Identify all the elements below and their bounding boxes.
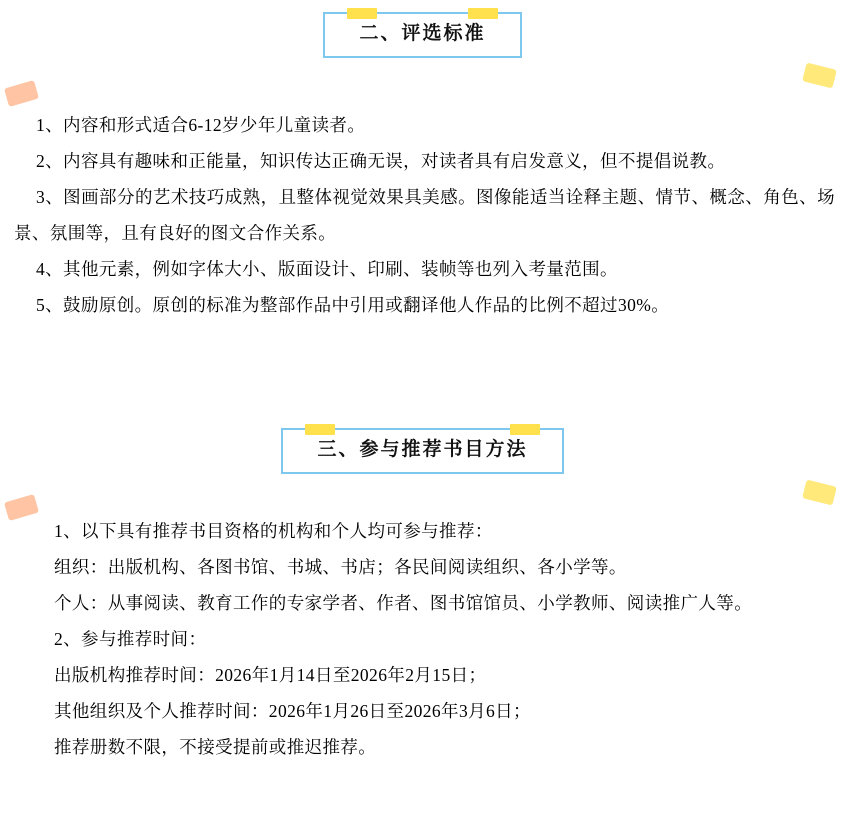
section-heading-two	[323, 12, 521, 58]
paragraph: 出版机构推荐时间：2026年1月14日至2026年2月15日；	[54, 665, 487, 685]
tape-icon-left	[347, 8, 377, 19]
section-heading-three-text: 三、参与推荐书目方法	[317, 439, 528, 460]
paragraph: 5、鼓励原创。原创的标准为整部作品中引用或翻译他人作品的比例不超过30%。	[36, 295, 670, 315]
confetti-peach-icon-1	[4, 80, 39, 107]
confetti-lemon-icon-2	[802, 480, 837, 506]
paragraph: 推荐册数不限，不接受提前或推迟推荐。	[54, 737, 377, 757]
paragraph: 1、内容和形式适合6-12岁少年儿童读者。	[36, 115, 366, 135]
tape-icon-right	[510, 424, 540, 435]
section-three-body	[0, 513, 845, 765]
section-heading-two-wrap	[0, 12, 845, 58]
paragraph: 4、其他元素，例如字体大小、版面设计、印刷、装帧等也列入考量范围。	[36, 259, 618, 279]
paragraph: 2、参与推荐时间：	[54, 629, 207, 649]
paragraph: 个人：从事阅读、教育工作的专家学者、作者、图书馆馆员、小学教师、阅读推广人等。	[54, 593, 753, 613]
section-two-body	[0, 107, 845, 323]
paragraph: 组织：出版机构、各图书馆、书城、书店；各民间阅读组织、各小学等。	[54, 557, 627, 577]
tape-icon-right	[468, 8, 498, 19]
section-heading-three	[281, 428, 563, 474]
section-heading-two-text: 二、评选标准	[359, 23, 486, 44]
section-heading-three-wrap	[0, 428, 845, 474]
paragraph: 1、以下具有推荐书目资格的机构和个人均可参与推荐：	[54, 521, 493, 541]
paragraph: 其他组织及个人推荐时间：2026年1月26日至2026年3月6日；	[54, 701, 531, 721]
confetti-lemon-icon-1	[802, 63, 837, 89]
paragraph: 2、内容具有趣味和正能量，知识传达正确无误，对读者具有启发意义，但不提倡说教。	[36, 151, 726, 171]
tape-icon-left	[305, 424, 335, 435]
paragraph: 3、图画部分的艺术技巧成熟，且整体视觉效果具美感。图像能适当诠释主题、情节、概念、角色、场景、氛围等，且有良好的图文合作关系。	[14, 187, 835, 243]
